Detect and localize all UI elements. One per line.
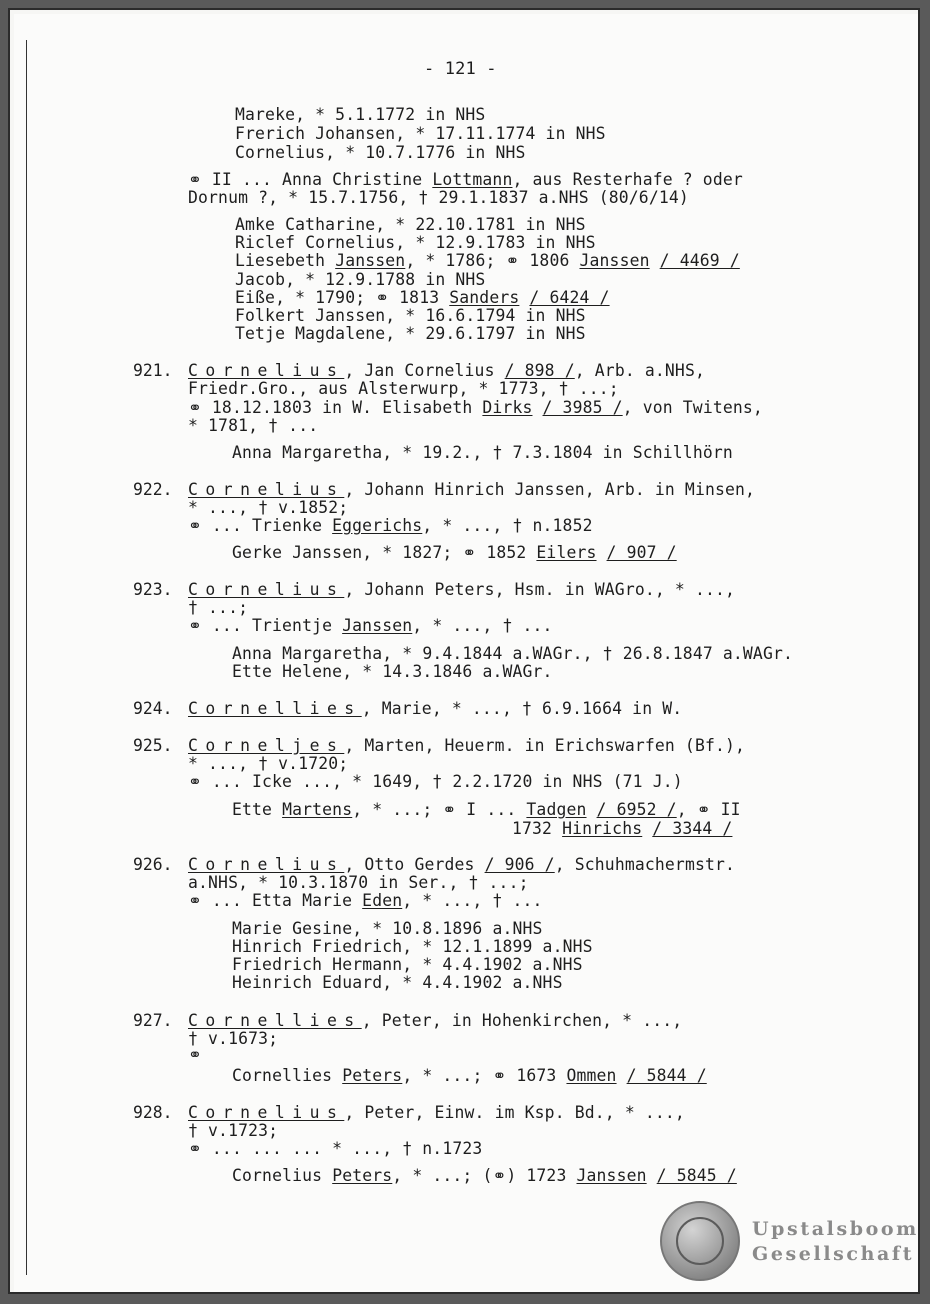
entry-number: 928.	[133, 1103, 173, 1122]
entry-line: ⚭ 18.12.1803 in W. Elisabeth Dirks / 3985 /, von Twitens,	[188, 398, 763, 417]
entry-line: ⚭ ... Etta Marie Eden, * ..., † ...	[188, 891, 543, 910]
child-line: Anna Margaretha, * 9.4.1844 a.WAGr., † 26.8.1847 a.WAGr.	[232, 644, 794, 663]
child-line: Eiße, * 1790; ⚭ 1813 Sanders / 6424 /	[235, 288, 610, 307]
entry-number: 922.	[133, 480, 173, 499]
entry-head: Cornellies, Peter, in Hohenkirchen, * ...,	[188, 1011, 683, 1030]
child-line: Ette Martens, * ...; ⚭ I ... Tadgen / 6952 /, ⚭ II	[232, 800, 741, 819]
child-line: Marie Gesine, * 10.8.1896 a.NHS	[232, 919, 543, 938]
page-number: - 121 -	[424, 59, 497, 79]
child-line: Cornelius Peters, * ...; (⚭) 1723 Janssen / 5845 /	[232, 1166, 737, 1185]
entry-line: ⚭ ... ... ... * ..., † n.1723	[188, 1139, 483, 1158]
entry-head: Cornelius, Jan Cornelius / 898 /, Arb. a.NHS,	[188, 361, 705, 380]
child-line: Liesebeth Janssen, * 1786; ⚭ 1806 Janssen / 4469 /	[235, 251, 740, 270]
entry-line: a.NHS, * 10.3.1870 in Ser., † ...;	[188, 873, 529, 892]
entry-line: ⚭	[188, 1045, 202, 1064]
child-line: Cornellies Peters, * ...; ⚭ 1673 Ommen / 5844 /	[232, 1066, 707, 1085]
child-line: Friedrich Hermann, * 4.4.1902 a.NHS	[232, 955, 583, 974]
child-line: Folkert Janssen, * 16.6.1794 in NHS	[235, 306, 586, 325]
child-line: Gerke Janssen, * 1827; ⚭ 1852 Eilers / 907 /	[232, 543, 677, 562]
entry-head: Cornelius, Johann Hinrich Janssen, Arb. in Minsen,	[188, 480, 756, 499]
child-line: Heinrich Eduard, * 4.4.1902 a.NHS	[232, 973, 563, 992]
entry-line: ⚭ ... Trienke Eggerichs, * ..., † n.1852	[188, 516, 593, 535]
entry-number: 925.	[133, 736, 173, 755]
marriage-line: ⚭ II ... Anna Christine Lottmann, aus Resterhafe ? oder	[188, 170, 743, 189]
child-line: Jacob, * 12.9.1788 in NHS	[235, 270, 486, 289]
entry-number: 923.	[133, 580, 173, 599]
child-line: Mareke, * 5.1.1772 in NHS	[235, 105, 486, 124]
child-line: Amke Catharine, * 22.10.1781 in NHS	[235, 215, 586, 234]
entry-head: Cornelius, Otto Gerdes / 906 /, Schuhmachermstr.	[188, 855, 736, 874]
entry-head: Cornelius, Peter, Einw. im Ksp. Bd., * ...,	[188, 1103, 685, 1122]
entry-head: Cornelius, Johann Peters, Hsm. in WAGro., * ...,	[188, 580, 736, 599]
entry-line: * 1781, † ...	[188, 416, 319, 435]
child-line: Ette Helene, * 14.3.1846 a.WAGr.	[232, 662, 553, 681]
seal-logo	[660, 1201, 740, 1281]
entry-line: Friedr.Gro., aus Alsterwurp, * 1773, † ...;	[188, 379, 619, 398]
entry-head: Cornellies, Marie, * ..., † 6.9.1664 in W.	[188, 699, 683, 718]
child-line: Frerich Johansen, * 17.11.1774 in NHS	[235, 124, 606, 143]
entry-number: 924.	[133, 699, 173, 718]
child-line: Cornelius, * 10.7.1776 in NHS	[235, 143, 526, 162]
child-line: Hinrich Friedrich, * 12.1.1899 a.NHS	[232, 937, 593, 956]
entry-line: † v.1723;	[188, 1121, 279, 1140]
child-line: Riclef Cornelius, * 12.9.1783 in NHS	[235, 233, 596, 252]
entry-line: * ..., † v.1852;	[188, 498, 349, 517]
watermark-line2: Gesellschaft	[752, 1243, 915, 1265]
margin-rule	[26, 40, 27, 1275]
entry-line: * ..., † v.1720;	[188, 754, 349, 773]
child-line: 1732 Hinrichs / 3344 /	[512, 819, 733, 838]
entry-line: † ...;	[188, 598, 249, 617]
entry-number: 927.	[133, 1011, 173, 1030]
entry-head: Corneljes, Marten, Heuerm. in Erichswarfen (Bf.),	[188, 736, 746, 755]
child-line: Tetje Magdalene, * 29.6.1797 in NHS	[235, 324, 586, 343]
marriage-line: Dornum ?, * 15.7.1756, † 29.1.1837 a.NHS (80/6/14)	[188, 188, 689, 207]
watermark-line1: Upstalsboom	[752, 1218, 919, 1240]
entry-line: † v.1673;	[188, 1029, 279, 1048]
entry-line: ⚭ ... Icke ..., * 1649, † 2.2.1720 in NHS (71 J.)	[188, 772, 683, 791]
entry-line: ⚭ ... Trientje Janssen, * ..., † ...	[188, 616, 553, 635]
entry-number: 926.	[133, 855, 173, 874]
child-line: Anna Margaretha, * 19.2., † 7.3.1804 in Schillhörn	[232, 443, 733, 462]
entry-number: 921.	[133, 361, 173, 380]
